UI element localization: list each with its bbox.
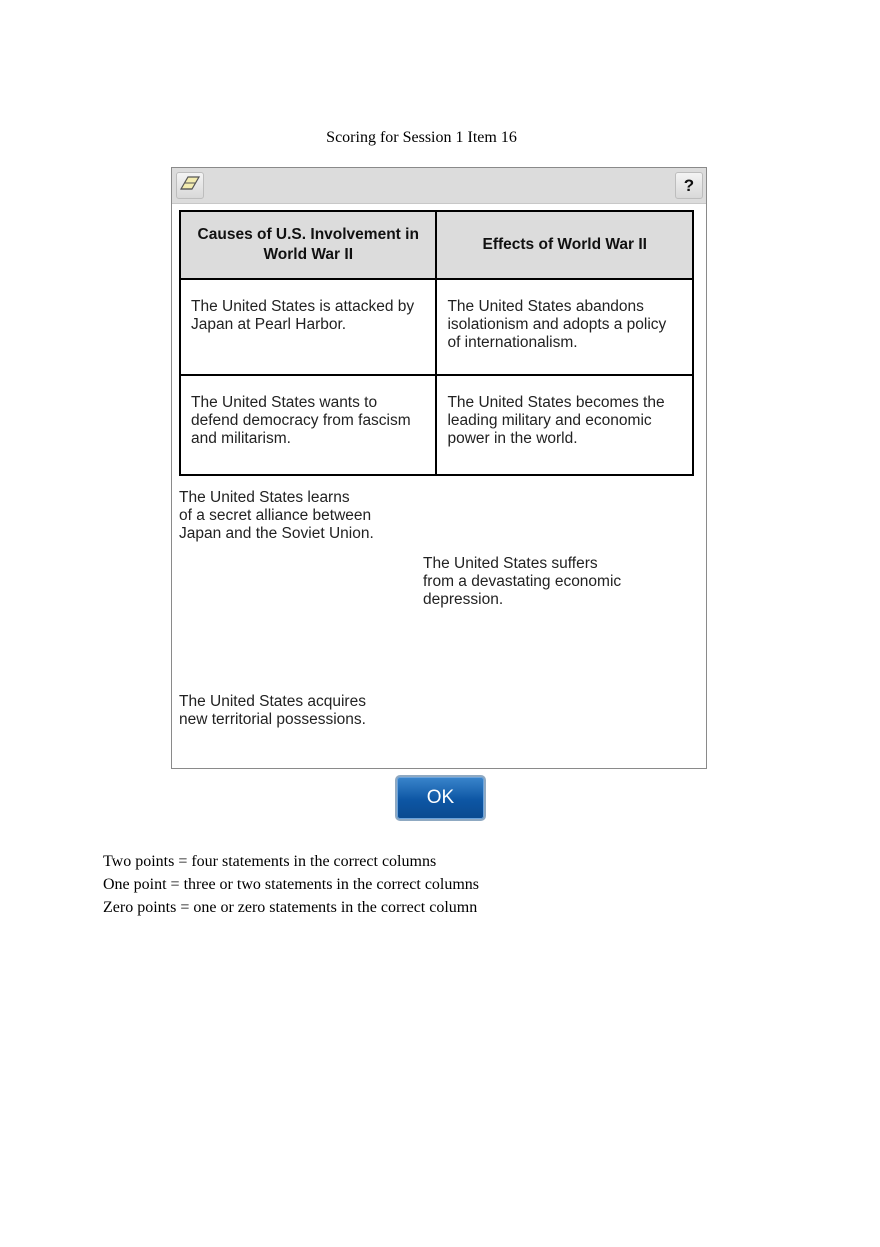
drag-drop-item-panel <box>171 167 707 769</box>
ok-button[interactable]: OK <box>395 775 486 821</box>
draggable-statement-depression[interactable]: The United States suffers from a devastating economic depression. <box>423 555 622 608</box>
drop-cell-effects-2[interactable]: The United States becomes the leading military and economic power in the world. <box>436 375 693 475</box>
drop-cell-effects-1[interactable]: The United States abandons isolationism and adopts a policy of internationalism. <box>436 279 693 375</box>
draggable-statement-alliance[interactable]: The United States learns of a secret alliance between Japan and the Soviet Union. <box>179 489 374 542</box>
draggable-statement-territories[interactable]: The United States acquires new territorial possessions. <box>179 693 366 728</box>
page-title: Scoring for Session 1 Item 16 <box>326 129 517 146</box>
scoring-rubric <box>103 850 479 919</box>
rubric-line-one-point: One point = three or two statements in the correct columns <box>103 876 480 893</box>
drop-cell-causes-1[interactable]: The United States is attacked by Japan at Pearl Harbor. <box>180 279 436 375</box>
drop-cell-causes-2[interactable]: The United States wants to defend democracy from fascism and militarism. <box>180 375 436 475</box>
eraser-button[interactable] <box>176 172 204 199</box>
column-header-causes: Causes of U.S. Involvement in World War II <box>180 211 436 279</box>
rubric-line-two-points: Two points = four statements in the correct columns <box>103 853 437 870</box>
rubric-line-zero-points: Zero points = one or zero statements in the correct column <box>103 899 478 916</box>
sorting-table <box>179 210 694 476</box>
eraser-icon <box>179 174 201 197</box>
help-button[interactable]: ? <box>675 172 703 199</box>
item-toolbar <box>172 168 706 204</box>
column-header-effects: Effects of World War II <box>436 211 693 279</box>
